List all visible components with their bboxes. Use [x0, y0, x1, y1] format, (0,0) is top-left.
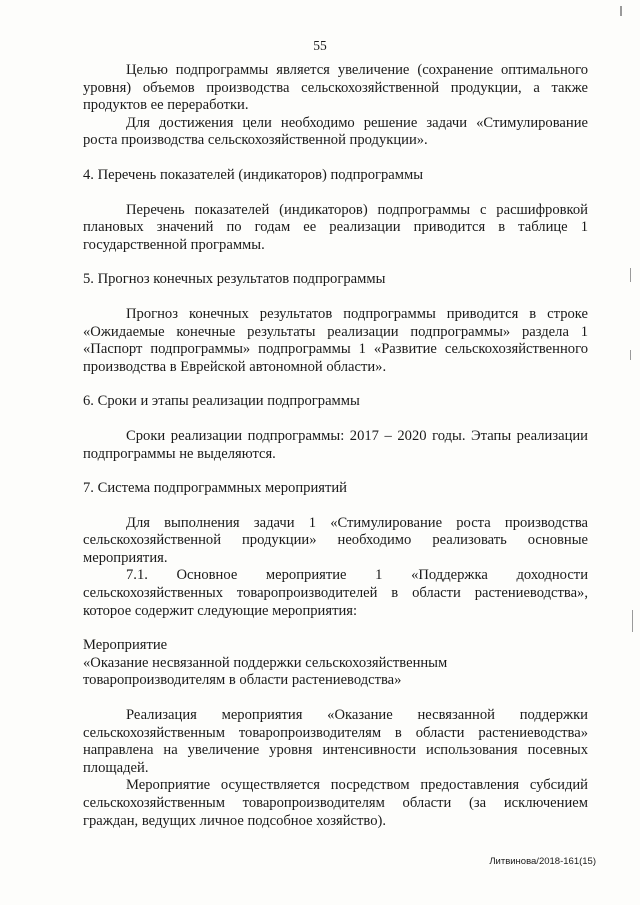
- paragraph-goal: Целью подпрограммы является увеличение (сохранение оптимального уровня) объемов производства сельскохозяйственной продукции, а также продуктов ее переработки.: [83, 62, 588, 114]
- measure-name-line-2: товаропроизводителям в области растениеводства»: [83, 672, 402, 689]
- section-7-text: Для выполнения задачи 1 «Стимулирование роста производства сельскохозяйственной продукции» необходимо реализовать основные мероприятия.: [83, 514, 588, 566]
- section-5-text: Прогноз конечных результатов подпрограммы приводится в строке «Ожидаемые конечные результаты реализации подпрограммы» раздела 1 «Паспорт подпрограммы» подпрограммы 1 «Развитие сельскохозяйственного производства в Еврейской автономной области».: [83, 305, 588, 375]
- measure-text-2: Мероприятие осуществляется посредством предоставления субсидий сельскохозяйственным товаропроизводителям области (за исключением граждан, ведущих личное подсобное хозяйство).: [83, 777, 588, 829]
- measure-title: Мероприятие: [83, 637, 168, 654]
- paragraph-task: Для достижения цели необходимо решение задачи «Стимулирование роста производства сельскохозяйственной продукции».: [83, 114, 588, 149]
- section-6-text: Сроки реализации подпрограммы: 2017 – 2020 годы. Этапы реализации подпрограммы не выделяются.: [83, 427, 588, 462]
- footer-code: Литвинова/2018-161(15): [489, 856, 596, 867]
- section-7-heading: 7. Система подпрограммных мероприятий: [83, 480, 347, 497]
- section-4-heading: 4. Перечень показателей (индикаторов) подпрограммы: [83, 166, 424, 183]
- section-5-heading: 5. Прогноз конечных результатов подпрограммы: [83, 271, 386, 288]
- scan-mark: [630, 350, 631, 360]
- section-7-1-text: 7.1. Основное мероприятие 1 «Поддержка доходности сельскохозяйственных товаропроизводителей в области растениеводства», которое содержит следующие мероприятия:: [83, 567, 588, 619]
- section-4-text: Перечень показателей (индикаторов) подпрограммы с расшифровкой плановых значений по годам ее реализации приводится в таблице 1 государственной программы.: [83, 201, 588, 253]
- measure-name-line-1: «Оказание несвязанной поддержки сельскохозяйственным: [83, 654, 448, 671]
- page-content: [83, 62, 588, 830]
- scan-mark: [630, 268, 631, 282]
- section-6-heading: 6. Сроки и этапы реализации подпрограммы: [83, 393, 360, 410]
- page-number: 55: [313, 38, 327, 53]
- scan-mark: [632, 610, 633, 632]
- measure-text-1: Реализация мероприятия «Оказание несвязанной поддержки сельскохозяйственным товаропроизводителям в области растениеводства» направлена на увеличение уровня интенсивности использования посевных площадей.: [83, 707, 588, 776]
- scan-mark: [620, 6, 622, 16]
